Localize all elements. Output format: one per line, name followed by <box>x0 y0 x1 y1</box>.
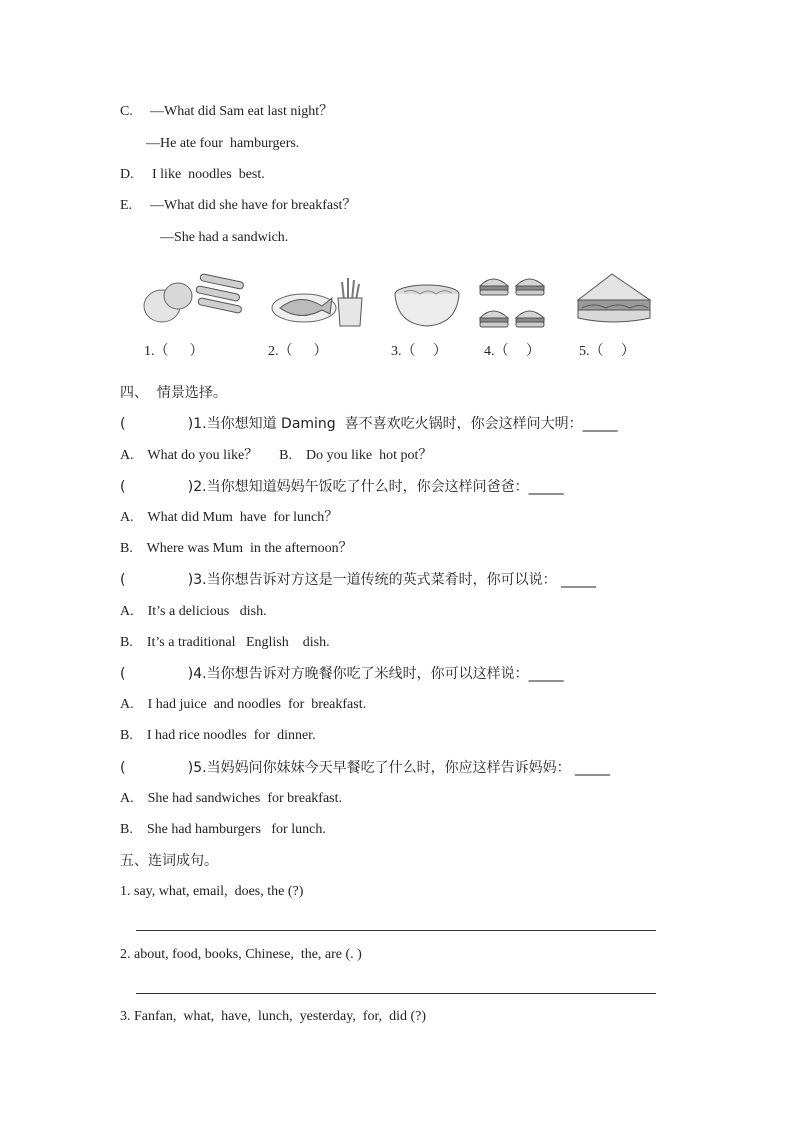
picture-blank-4[interactable]: 4.（ ） <box>484 344 540 359</box>
picture-number-row <box>0 342 794 362</box>
question-4-stem[interactable]: ( )4.当你想告诉对方晚餐你吃了米线时，你可以这样说：_____ <box>120 666 564 682</box>
question-5-stem[interactable]: ( )5.当妈妈问你妹妹今天早餐吃了什么时，你应这样告诉妈妈： _____ <box>120 760 611 776</box>
picture-blank-5[interactable]: 5.（ ） <box>579 344 635 359</box>
sandwich-icon <box>572 270 656 332</box>
hamburgers-icon <box>478 270 548 332</box>
question-2-option-a: A. What did Mum have for lunch？ <box>120 510 339 525</box>
reorder-item-2: 2. about, food, books, Chinese, the, are (. ) <box>120 947 362 962</box>
noodle-bowl-icon <box>392 270 462 332</box>
option-c-line2: —He ate four hamburgers. <box>146 136 300 151</box>
question-2-option-b: B. Where was Mum in the afternoon？ <box>120 541 353 556</box>
reorder-item-3: 3. Fanfan, what, have, lunch, yesterday, for, did (?) <box>120 1009 427 1024</box>
eggs-sausages-icon <box>140 270 248 332</box>
question-3-stem[interactable]: ( )3.当你想告诉对方这是一道传统的英式菜肴时，你可以说： _____ <box>120 572 597 588</box>
option-c-line1: —What did Sam eat last night？ <box>150 104 334 119</box>
picture-blank-1[interactable]: 1.（ ） <box>144 344 204 359</box>
question-1-options: A. What do you like？ B. Do you like hot pot？ <box>120 448 433 463</box>
option-d-letter: D. <box>120 167 134 182</box>
question-2-stem[interactable]: ( )2.当你想知道妈妈午饭吃了什么时，你会这样问爸爸：_____ <box>120 479 564 495</box>
question-3-option-a: A. It’s a delicious dish. <box>120 604 267 619</box>
option-e-line1: —What did she have for breakfast？ <box>150 198 357 213</box>
option-c-letter: C. <box>120 104 133 119</box>
question-5-option-b: B. She had hamburgers for lunch. <box>120 822 326 837</box>
question-1-stem[interactable]: ( )1.当你想知道 Daming 喜不喜欢吃火锅时，你会这样问大明：_____ <box>120 416 618 432</box>
option-e-line2: —She had a sandwich. <box>160 230 289 245</box>
section5-title: 五、连词成句。 <box>120 853 218 869</box>
picture-blank-2[interactable]: 2.（ ） <box>268 344 328 359</box>
food-pictures <box>140 270 660 332</box>
picture-blank-3[interactable]: 3.（ ） <box>391 344 447 359</box>
option-e-letter: E. <box>120 198 133 213</box>
option-d-line1: I like noodles best. <box>152 167 265 182</box>
answer-line-2[interactable] <box>136 993 656 994</box>
fish-fries-icon <box>270 270 370 332</box>
question-4-option-a: A. I had juice and noodles for breakfast. <box>120 697 367 712</box>
answer-line-1[interactable] <box>136 930 656 931</box>
question-5-option-a: A. She had sandwiches for breakfast. <box>120 791 342 806</box>
reorder-item-1: 1. say, what, email, does, the (?) <box>120 884 304 899</box>
question-4-option-b: B. I had rice noodles for dinner. <box>120 728 316 743</box>
section4-title: 四、 情景选择。 <box>120 385 227 401</box>
question-3-option-b: B. It’s a traditional English dish. <box>120 635 330 650</box>
